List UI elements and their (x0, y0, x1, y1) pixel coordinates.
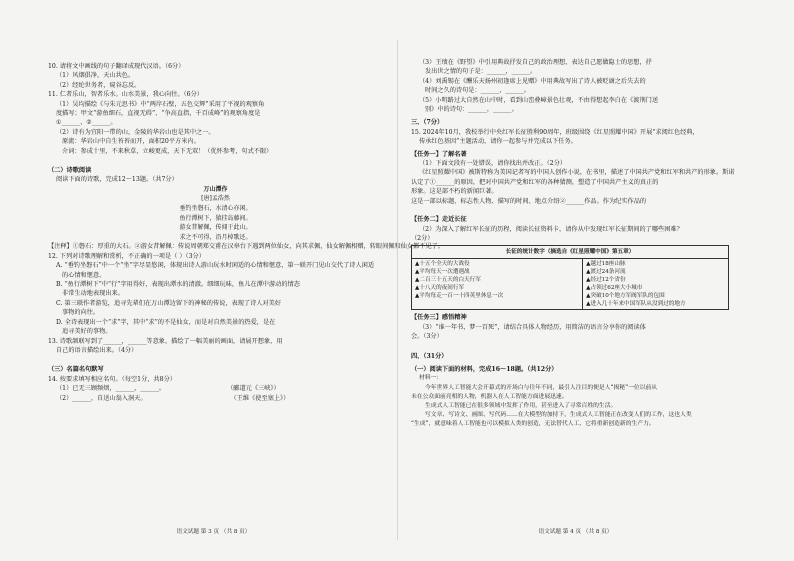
q14-item-5: （5）小明路过大自然在山中时，看到山峦叠嶂景色壮观，不由得想起李白在《渡荆门送 (419, 96, 659, 104)
poem-title: 万山潭作 (203, 185, 228, 193)
q14-item-4: （4）刘禹锡在《酬乐天扬州初逢席上见赠》中用典故写出了诗人被贬谪之后失去的 (419, 77, 646, 85)
q14: 14. 按要求填写相应名句。（每空1分，共8分） (48, 375, 176, 383)
q12-option: A. “垂钓坐磐石”中一个“坐”字尽显悠闲，体现出诗人游山玩水时闲适的心情和惬意，第一联开门见山交代了诗人闲适 (56, 262, 375, 270)
q14-item-4-cont: 时间之久的诗句是：______，______。 (425, 87, 531, 95)
material-paragraph: 未在公众面前亮相的人物，机器人在人工智能方面进展迅速。 (411, 393, 568, 400)
task-2-question: （2）为深入了解红军长征的历程，阅读长征资料卡，请你从中发现红军长征期间的了哪些困难？ (419, 225, 683, 233)
long-march-stats-table (411, 245, 729, 310)
stat-item: ▲十五个全天的大战役 (415, 261, 470, 268)
material-title: 材料一： (419, 375, 443, 382)
stat-item: ▲越过18座山脉 (586, 261, 626, 268)
task-1-paragraph: 形象。这是部不朽的新闻巨著。 (411, 188, 498, 196)
section-recitation: （三）名篇名句默写 (48, 366, 104, 374)
stat-item: ▲进入几十年来中国军队从没到过的地方 (586, 301, 686, 308)
q14-item-1 (48, 384, 383, 393)
task-1-paragraph: 认定了①______的原因，把对中国共产党和红军的各种猜测，塑造了中国共产主义的真正的 (411, 178, 659, 186)
material-paragraph: 写文章、写诗文、画图、写代码……在大模型的加持下，生成式人工智能正在改变人们的工作，这也人类 (425, 412, 692, 419)
task-1-title: 【任务一】了解名著 (411, 150, 467, 158)
q14-item-2-text: （2）______，自送山翁入洞天。 (56, 394, 147, 402)
poem-note: 【注释】①磐石：厚重的大石。②游女昔解佩：传说周朝郑交甫在汉皋台下遇到两位仙女，向其求佩，仙女解佩相赠，转眼间佩和仙女都不见了。 (48, 243, 444, 251)
page-footer-left: 语文试题 第 3 页 （共 8 页） (176, 529, 251, 535)
q14-item-2 (48, 394, 383, 403)
q10-item-1: （1）风烟俱净，天山共色。 (56, 72, 135, 80)
page-right (397, 0, 794, 561)
q11-blanks: ①______、②______。 (56, 119, 117, 127)
section-3-heading: 三、（7分） (411, 119, 444, 127)
q14-item-2-source: （王维《使至塞上》） (230, 394, 290, 402)
q14-item-5-cont: 别》中的诗句：______，______。 (425, 106, 518, 114)
table-title: 长征的统计数字（摘选自《红星照耀中国》第五章） (412, 246, 729, 259)
task-1-paragraph: 这是一部以标题、标志性人物、描写的时间、地点介绍②______作品。作为纪实作品的 (411, 197, 647, 205)
q11-item-2: （2）诗有为宜阳一带的山，金陵的华岩山也是其中之一。 (56, 128, 215, 136)
q15: 15. 2024年10月，我校举行中央红军长征胜利90周年，班级围绕《红星照耀中国》开展“求阅红色经典， (411, 128, 699, 136)
q14-item-3: （3）王绩在《野望》中引用典故抒发自己的政治理想，表达自己愿做隐士的思想，抒 (419, 59, 652, 66)
poem-verse: 鱼行潭树下，猿挂岛藤间。 (179, 214, 252, 222)
stat-item: ▲二百三十五天的白天行军 (415, 277, 481, 284)
stat-item: ▲突破10个地方军阀军队的包围 (586, 293, 665, 300)
q11: 11. 仁者乐山，智者乐水。山水美景，我心向往。（6分） (48, 91, 203, 99)
q14-item-1-source: （郦道元《三峡》） (227, 385, 280, 393)
q11-item-1-cont: 度描写；甲文“游鱼细石，直视无碍”、“争高直指，千百成峰”的观察角度是 (56, 110, 261, 118)
q10-item-2: （2）经纶世务者，窥谷忘反。 (56, 81, 141, 89)
q13: 13. 诗歌颔联写到了______，______等意象，描绘了一幅美丽的画面，请展开想象，用 (48, 337, 283, 345)
q11-example-1: 原流：华岩山中自生苔苔而开，面积20平方米内。 (62, 138, 200, 146)
q12-option: 非常生动地表现出来。 (62, 290, 124, 298)
table-cell-right (583, 259, 729, 310)
q11-example-2: 介词：参成十里，不来秋草，立峻更成，天下无双！（优怀参考，句式不限） (62, 147, 273, 155)
task-2-points: （2分） (411, 234, 434, 242)
task-3-question: （3）“谁一年书，梦一百死”，请结合具体人物经历，用简洁的语言分享你的阅读体 (419, 323, 646, 331)
section-4-sub: （一）阅读下面的材料，完成16～18题。（共12分） (411, 365, 558, 373)
material-paragraph: “生成”，就意味着人工智能也可以模拟人类的创造，无法替代人工，它将重新创造新的生产力。 (411, 421, 655, 428)
stat-item: ▲平均每走一百一十四英里休息一次 (415, 293, 504, 300)
q12-option: C. 第三联作者游览，追寻先辈们在万山潭边留下的神秘的传说，表现了诗人对美好 (56, 299, 282, 307)
q12-option: D. 全诗表现出一个“求”字，其中“求”的不是仙女，而是对自然美景的热爱，是在 (56, 318, 276, 326)
table-row (412, 259, 729, 310)
poem (48, 185, 383, 243)
stat-item: ▲经过12个省份 (586, 277, 626, 284)
material-paragraph: 生成式人工智能已在很多领域中发挥了作用，甚至进入了寻常百姓的生活。 (425, 402, 617, 409)
table-cell-left (412, 259, 583, 310)
q10: 10. 请将文中画线的句子翻译成现代汉语。（6分） (48, 63, 185, 70)
section-poetry: （二）诗歌阅读 (48, 167, 92, 175)
poetry-intro: 阅读下面的诗歌，完成12～13题。（共7分） (56, 176, 178, 184)
q12-option: 事物的向往。 (62, 309, 100, 317)
q13-cont: 自己的语言描绘出来。（4分） (56, 346, 138, 354)
task-1-paragraph: 《红星照耀中国》被斯特称为美国记者写的中国人创作小说，在书里，描述了中国共产党和红军和共产的形象。斯诺 (419, 169, 735, 177)
q12: 12. 下列对诗歌理解和赏析，不正确的一项是（ ）（3分） (48, 252, 205, 260)
poem-verse: 求之不可得，沿月棹歌还。 (179, 233, 252, 241)
task-3-title: 【任务三】感悟精神 (411, 314, 467, 322)
stat-item: ▲渡过24条河流 (586, 269, 626, 276)
section-4-heading: 四、（31分） (411, 352, 448, 360)
task-2-title: 【任务二】走近长征 (411, 216, 467, 224)
q12-option: 追寻美好的事物。 (62, 328, 112, 336)
q12-option: 的心情和惬意。 (62, 271, 106, 279)
q11-item-1: （1）吴均描绘《与朱元思书》中“两岸石壁，五色交辉”采用了平视的观察角 (56, 100, 265, 108)
task-1-question: （1）下面文段有一处错误，请你找出并改正。（2分） (419, 160, 567, 168)
page-footer-right: 语文试题 第 4 页 （共 8 页） (538, 529, 613, 535)
q14-item-3-cont: 发出世之情的句子是：______，______。 (425, 68, 537, 76)
q12-option: B. “鱼行潭树下”中“行”字用得好，表现出潭水的清澈。细细玩味，鱼儿在潭中游动的情态 (56, 281, 300, 289)
stat-item: ▲平均每天一次遭遇战 (415, 269, 470, 276)
material-paragraph: 今年世界人工智能大会开幕式的开场白与往年不同，最引人注目的便是人“揭秘”一位以前从 (425, 384, 658, 391)
poem-author: [唐]孟浩然 (201, 195, 230, 203)
poem-verse: 垂钓坐磐石，水清心亦闲。 (179, 205, 252, 213)
poem-verse: 游女昔解佩，传闻于此山。 (179, 224, 252, 232)
task-3-question-cont: 会。（3分） (411, 333, 443, 341)
q14-item-1-text: （1）已无三顾频烦，______，______。 (56, 385, 166, 393)
stat-item: ▲十八天的夜间行军 (415, 285, 465, 292)
q15-cont: 传承红色基因”主题活动，请你一起参与并完成以下任务。 (419, 138, 577, 146)
stat-item: ▲占领过62座大小城市 (586, 285, 643, 292)
